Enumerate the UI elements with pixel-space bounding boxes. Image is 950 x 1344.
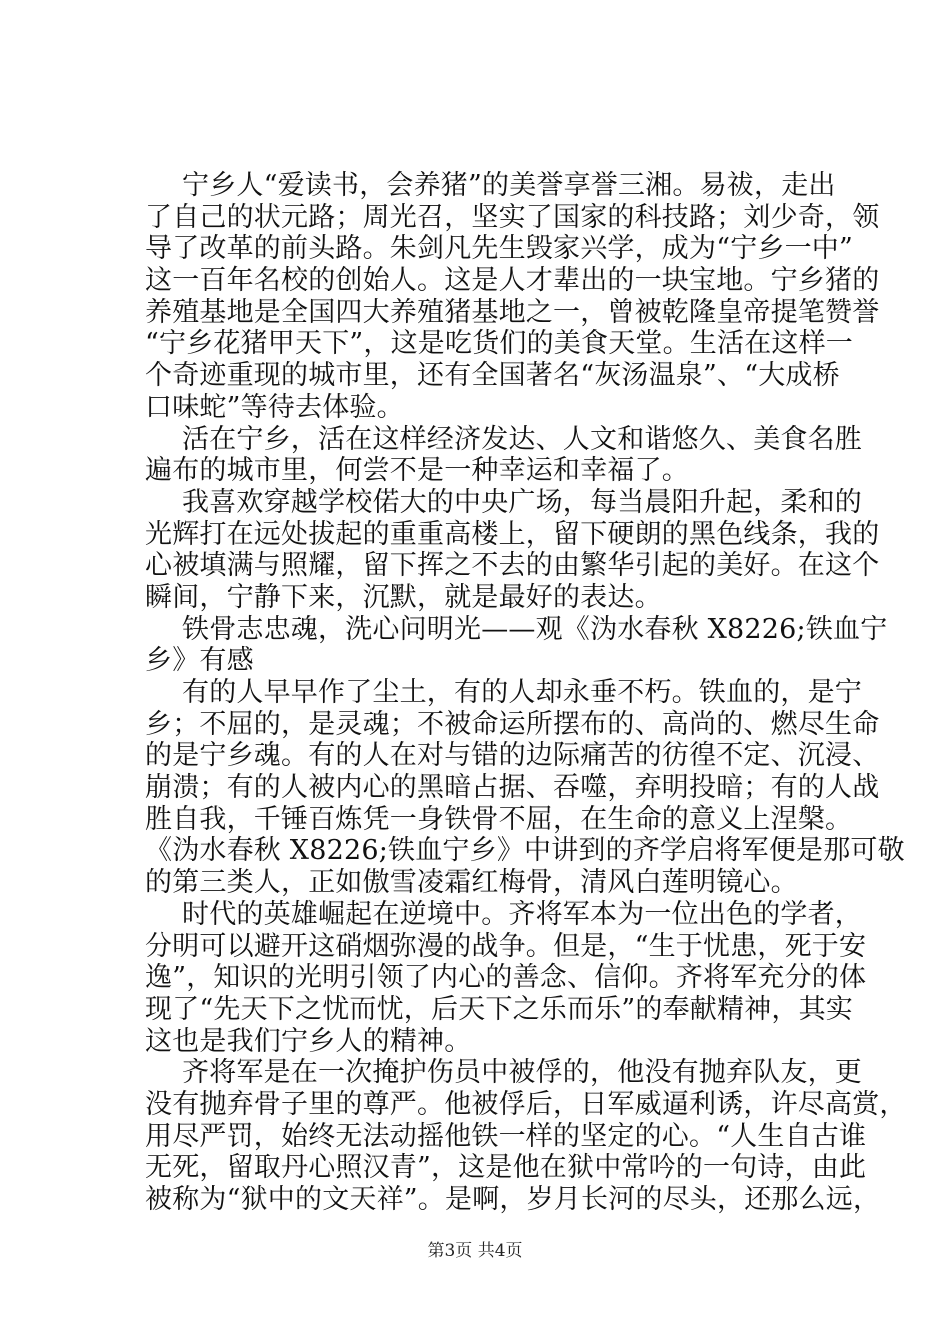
text-line: 了自己的状元路；周光召，坚实了国家的科技路；刘少奇，领	[145, 201, 880, 233]
section-heading: 乡》有感	[145, 645, 254, 677]
text-line: 养殖基地是全国四大养殖猪基地之一，曾被乾隆皇帝提笔赞誉	[145, 296, 880, 328]
text-line: 用尽严罚，始终无法动摇他铁一样的坚定的心。“人生自古谁	[145, 1120, 867, 1152]
text-line: 时代的英雄崛起在逆境中。齐将军本为一位出色的学者，	[182, 898, 862, 930]
text-line: 崩溃；有的人被内心的黑暗占据、吞噬，弃明投暗；有的人战	[145, 772, 880, 804]
document-body	[145, 170, 907, 1216]
text-line: 《沩水春秋 X8226;铁血宁乡》中讲到的齐学启将军便是那可敬	[145, 835, 905, 867]
text-line: 遍布的城市里，何尝不是一种幸运和幸福了。	[145, 455, 689, 487]
text-line: 瞬间，宁静下来，沉默，就是最好的表达。	[145, 581, 662, 613]
text-line: 被称为“狱中的文天祥”。是啊，岁月长河的尽头，还那么远，	[145, 1184, 881, 1215]
text-line: 这也是我们宁乡人的精神。	[145, 1025, 472, 1057]
text-line: 乡；不屈的，是灵魂；不被命运所摆布的、高尚的、燃尽生命	[145, 708, 880, 740]
text-line: 无死，留取丹心照汉青”，这是他在狱中常吟的一句诗，由此	[145, 1152, 867, 1184]
text-line: “宁乡花猪甲天下”，这是吃货们的美食天堂。生活在这样一	[145, 328, 854, 360]
text-line: 分明可以避开这硝烟弥漫的战争。但是，“生于忧患，死于安	[145, 930, 867, 962]
text-line: 我喜欢穿越学校偌大的中央广场，每当晨阳升起，柔和的	[182, 486, 862, 518]
text-line: 口味蛇”等待去体验。	[145, 391, 404, 423]
text-line: 导了改革的前头路。朱剑凡先生毁家兴学，成为“宁乡一中”	[145, 233, 854, 265]
text-line: 齐将军是在一次掩护伤员中被俘的，他没有抛弃队友，更	[182, 1057, 862, 1089]
text-line: 的第三类人，正如傲雪凌霜红梅骨，清风白莲明镜心。	[145, 867, 798, 899]
text-line: 活在宁乡，活在这样经济发达、人文和谐悠久、美食名胜	[182, 423, 862, 455]
text-line: 的是宁乡魂。有的人在对与错的边际痛苦的彷徨不定、沉浸、	[145, 740, 880, 772]
section-heading: 铁骨志忠魂，洗心问明光——观《沩水春秋 X8226;铁血宁	[182, 613, 888, 645]
text-line: 有的人早早作了尘土，有的人却永垂不朽。铁血的，是宁	[182, 677, 862, 708]
text-line: 心被填满与照耀，留下挥之不去的由繁华引起的美好。在这个	[145, 550, 880, 582]
page-number-footer: 第3页 共4页	[427, 1241, 523, 1261]
text-line: 个奇迹重现的城市里，还有全国著名“灰汤温泉”、“大成桥	[145, 360, 840, 392]
text-line: 这一百年名校的创始人。这是人才辈出的一块宝地。宁乡猪的	[145, 265, 880, 297]
text-line: 宁乡人“爱读书，会养猪”的美誉享誉三湘。易祓，走出	[182, 170, 836, 201]
text-line: 光辉打在远处拔起的重重高楼上，留下硬朗的黑色线条，我的	[145, 518, 880, 550]
text-line: 胜自我，千锤百炼凭一身铁骨不屈，在生命的意义上涅槃。	[145, 803, 853, 835]
text-line: 没有抛弃骨子里的尊严。他被俘后，日军威逼利诱，许尽高赏，	[145, 1088, 907, 1120]
text-line: 逸”，知识的光明引领了内心的善念、信仰。齐将军充分的体	[145, 962, 867, 994]
text-line: 现了“先天下之忧而忧，后天下之乐而乐”的奉献精神，其实	[145, 993, 854, 1025]
